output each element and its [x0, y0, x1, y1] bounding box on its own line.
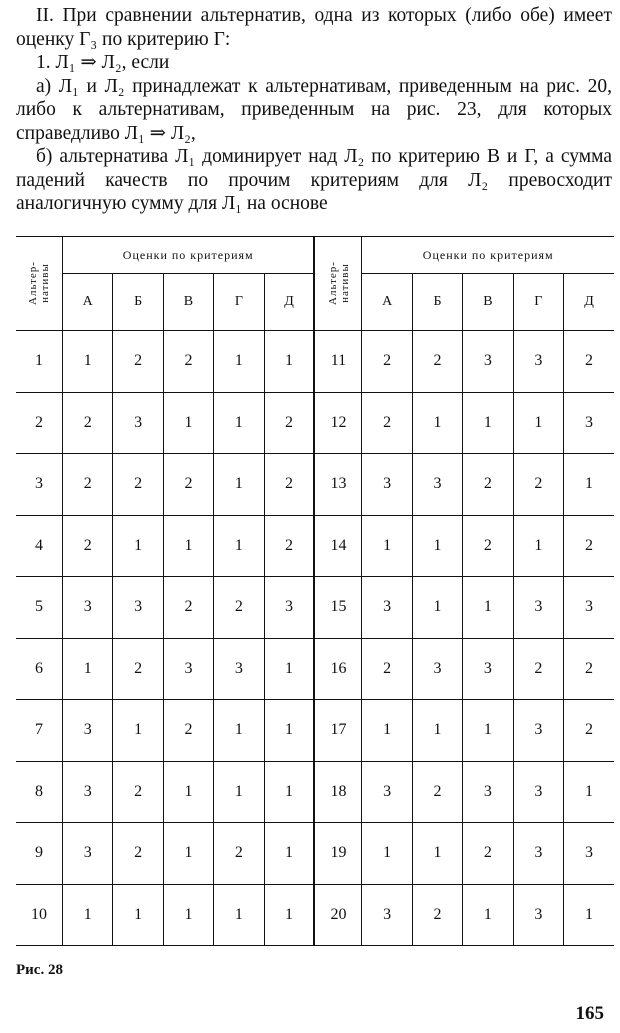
score-cell: 3 — [113, 392, 163, 454]
score-cell: 2 — [113, 331, 163, 393]
score-cell: 3 — [362, 761, 412, 823]
figure-table — [16, 236, 614, 946]
score-cell: 2 — [362, 392, 412, 454]
score-cell: 3 — [214, 638, 264, 700]
criterion-header: Б — [113, 274, 163, 331]
score-cell: 2 — [113, 823, 163, 885]
score-cell: 3 — [63, 700, 113, 762]
score-cell: 1 — [214, 454, 264, 516]
alternative-number-cell: 20 — [314, 884, 362, 946]
alternative-number-cell: 3 — [16, 454, 63, 516]
score-cell: 2 — [214, 823, 264, 885]
score-cell: 3 — [362, 884, 412, 946]
score-cell: 2 — [113, 638, 163, 700]
score-cell: 2 — [412, 331, 462, 393]
criterion-header: В — [463, 274, 513, 331]
score-cell: 2 — [63, 515, 113, 577]
score-cell: 2 — [564, 331, 614, 393]
score-cell: 1 — [564, 761, 614, 823]
score-cell: 1 — [513, 392, 563, 454]
score-cell: 1 — [264, 638, 314, 700]
score-cell: 3 — [513, 331, 563, 393]
criterion-header: Б — [412, 274, 462, 331]
criterion-header: Г — [513, 274, 563, 331]
score-cell: 1 — [214, 761, 264, 823]
score-cell: 1 — [214, 331, 264, 393]
alternative-number-cell: 14 — [314, 515, 362, 577]
score-cell: 1 — [264, 331, 314, 393]
score-cell: 2 — [214, 577, 264, 639]
alternative-number-cell: 6 — [16, 638, 63, 700]
score-cell: 1 — [214, 884, 264, 946]
score-cell: 1 — [163, 392, 213, 454]
score-cell: 2 — [463, 823, 513, 885]
alternative-number-cell: 5 — [16, 577, 63, 639]
table-header-row — [16, 237, 614, 274]
figure-caption: Рис. 28 — [16, 962, 63, 978]
alternative-number-cell: 11 — [314, 331, 362, 393]
alternative-number-cell: 10 — [16, 884, 63, 946]
score-cell: 1 — [463, 392, 513, 454]
score-cell: 3 — [463, 331, 513, 393]
score-cell: 1 — [362, 823, 412, 885]
score-cell: 2 — [163, 700, 213, 762]
score-cell: 3 — [63, 761, 113, 823]
table-row — [16, 577, 614, 639]
alternative-number-cell: 1 — [16, 331, 63, 393]
score-cell: 2 — [264, 515, 314, 577]
score-cell: 2 — [564, 638, 614, 700]
score-cell: 2 — [163, 577, 213, 639]
alternative-number-cell: 19 — [314, 823, 362, 885]
score-cell: 1 — [564, 884, 614, 946]
score-cell: 1 — [412, 515, 462, 577]
body-text — [16, 4, 612, 216]
paragraph-3: а) Л₁ и Л₂ принадлежат к альтернативам, приведенным на рис. 20, либо к альтернативам, приведенным на рис. 23, для которых справедливо Л₁ ⇒ Л₂, — [16, 75, 612, 144]
score-cell: 2 — [163, 454, 213, 516]
criterion-header: Г — [214, 274, 264, 331]
score-cell: 1 — [463, 884, 513, 946]
criterion-header: В — [163, 274, 213, 331]
page-number: 165 — [575, 1003, 604, 1024]
score-cell: 3 — [463, 638, 513, 700]
alternatives-header-right: Альтер- нативы — [314, 237, 362, 331]
score-cell: 1 — [412, 823, 462, 885]
score-cell: 1 — [113, 884, 163, 946]
score-cell: 3 — [63, 823, 113, 885]
score-cell: 3 — [564, 823, 614, 885]
alternatives-header-left: Альтер- нативы — [16, 237, 63, 331]
score-cell: 2 — [63, 454, 113, 516]
score-cell: 2 — [362, 331, 412, 393]
score-cell: 2 — [63, 392, 113, 454]
alternative-number-cell: 13 — [314, 454, 362, 516]
table-row — [16, 392, 614, 454]
score-cell: 1 — [362, 700, 412, 762]
score-cell: 2 — [113, 761, 163, 823]
score-cell: 2 — [264, 454, 314, 516]
score-cell: 1 — [362, 515, 412, 577]
score-cell: 1 — [63, 331, 113, 393]
table-body — [16, 331, 614, 946]
criterion-header: Д — [564, 274, 614, 331]
score-cell: 3 — [264, 577, 314, 639]
score-cell: 3 — [362, 577, 412, 639]
score-cell: 2 — [264, 392, 314, 454]
alternative-number-cell: 2 — [16, 392, 63, 454]
score-cell: 2 — [362, 638, 412, 700]
table-row — [16, 823, 614, 885]
score-cell: 1 — [264, 761, 314, 823]
score-cell: 3 — [564, 577, 614, 639]
score-cell: 1 — [214, 515, 264, 577]
score-cell: 3 — [412, 638, 462, 700]
alternative-number-cell: 9 — [16, 823, 63, 885]
score-cell: 1 — [163, 884, 213, 946]
score-cell: 3 — [564, 392, 614, 454]
score-cell: 1 — [564, 454, 614, 516]
score-cell: 2 — [412, 884, 462, 946]
alternative-number-cell: 18 — [314, 761, 362, 823]
criterion-header: Д — [264, 274, 314, 331]
table-row — [16, 331, 614, 393]
score-cell: 1 — [214, 392, 264, 454]
score-cell: 2 — [513, 638, 563, 700]
score-cell: 2 — [113, 454, 163, 516]
score-cell: 3 — [513, 823, 563, 885]
paragraph-1: II. При сравнении альтернатив, одна из которых (либо обе) имеет оценку Г₃ по критерию Г: — [16, 5, 612, 50]
paragraph-2: 1. Л₁ ⇒ Л₂, если — [36, 52, 170, 73]
score-cell: 3 — [513, 761, 563, 823]
alternative-number-cell: 4 — [16, 515, 63, 577]
score-cell: 2 — [412, 761, 462, 823]
score-cell: 1 — [264, 884, 314, 946]
score-cell: 3 — [463, 761, 513, 823]
score-cell: 2 — [463, 454, 513, 516]
table-row — [16, 454, 614, 516]
score-cell: 1 — [113, 700, 163, 762]
table-row — [16, 700, 614, 762]
alternative-number-cell: 12 — [314, 392, 362, 454]
score-cell: 2 — [564, 515, 614, 577]
score-cell: 1 — [264, 823, 314, 885]
score-cell: 1 — [113, 515, 163, 577]
table-row — [16, 515, 614, 577]
criteria-group-header-left: Оценки по критериям — [63, 237, 315, 274]
score-cell: 1 — [163, 515, 213, 577]
score-cell: 1 — [264, 700, 314, 762]
table-row — [16, 638, 614, 700]
alternatives-table — [16, 236, 614, 946]
criterion-header: А — [362, 274, 412, 331]
alternative-number-cell: 7 — [16, 700, 63, 762]
alternative-number-cell: 16 — [314, 638, 362, 700]
score-cell: 3 — [412, 454, 462, 516]
score-cell: 3 — [513, 700, 563, 762]
alternative-number-cell: 15 — [314, 577, 362, 639]
score-cell: 1 — [412, 577, 462, 639]
paragraph-4: б) альтернатива Л₁ доминирует над Л₂ по критерию В и Г, а сумма падений качеств по прочим критериям для Л₂ превосходит аналогичную сумму для Л₁ на основе — [16, 146, 612, 214]
score-cell: 2 — [564, 700, 614, 762]
score-cell: 3 — [513, 577, 563, 639]
score-cell: 2 — [463, 515, 513, 577]
score-cell: 2 — [163, 331, 213, 393]
alternative-number-cell: 8 — [16, 761, 63, 823]
table-row — [16, 761, 614, 823]
score-cell: 1 — [63, 638, 113, 700]
score-cell: 1 — [163, 761, 213, 823]
score-cell: 3 — [113, 577, 163, 639]
score-cell: 1 — [513, 515, 563, 577]
score-cell: 1 — [412, 392, 462, 454]
score-cell: 1 — [463, 577, 513, 639]
table-row — [16, 884, 614, 946]
score-cell: 3 — [362, 454, 412, 516]
score-cell: 1 — [214, 700, 264, 762]
score-cell: 1 — [163, 823, 213, 885]
score-cell: 1 — [463, 700, 513, 762]
score-cell: 3 — [513, 884, 563, 946]
score-cell: 2 — [513, 454, 563, 516]
criteria-group-header-right: Оценки по критериям — [362, 237, 614, 274]
score-cell: 3 — [163, 638, 213, 700]
criterion-header: А — [63, 274, 113, 331]
score-cell: 3 — [63, 577, 113, 639]
alternative-number-cell: 17 — [314, 700, 362, 762]
score-cell: 1 — [63, 884, 113, 946]
score-cell: 1 — [412, 700, 462, 762]
